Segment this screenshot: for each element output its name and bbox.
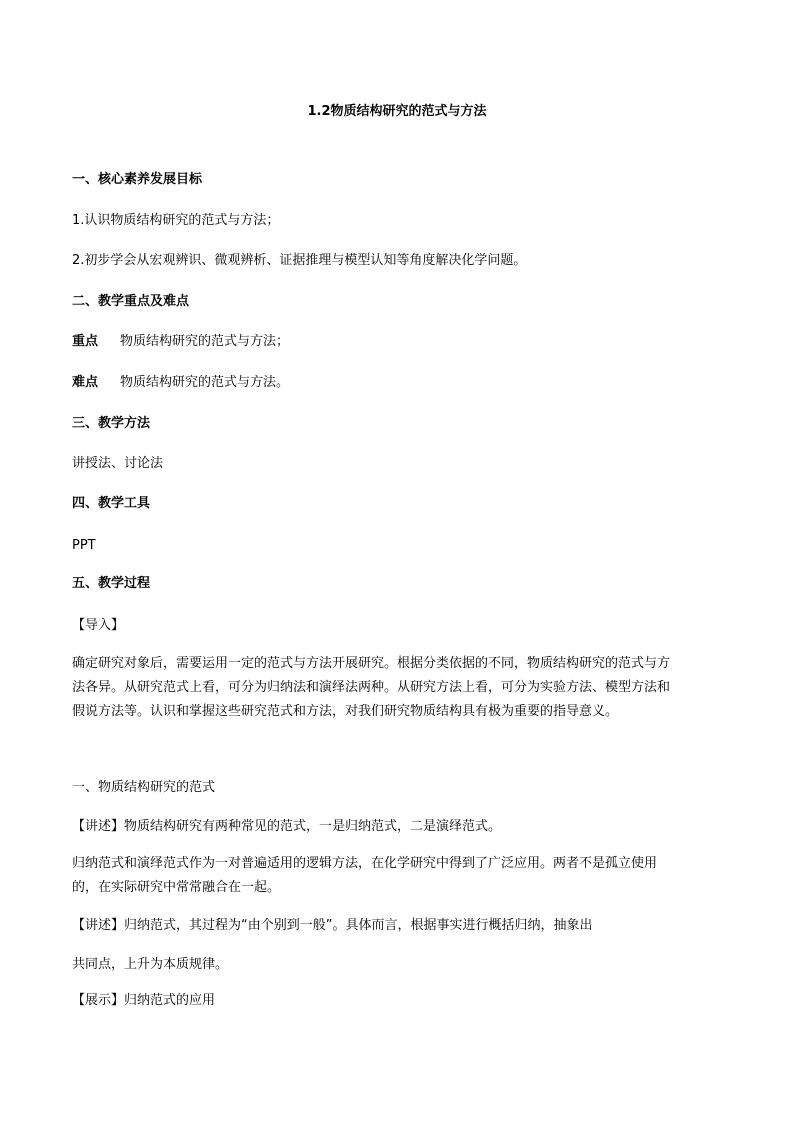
methods-text: 讲授法、讨论法 bbox=[72, 456, 164, 471]
difficulty-row bbox=[72, 375, 289, 391]
section-heading-methods: 三、教学方法 bbox=[72, 416, 151, 431]
paradigm-line: 归纳范式和演绎范式作为一对普遍适用的逻辑方法，在化学研究中得到了广泛应用。两者不是孤立使用 bbox=[72, 856, 658, 871]
intro-tag: 【导入】 bbox=[72, 618, 125, 633]
intro-line: 法各异。从研究范式上看，可分为归纳法和演绎法两种。从研究方法上看，可分为实验方法、模型方法和 bbox=[72, 680, 671, 695]
difficulty-text: 物质结构研究的范式与方法。 bbox=[120, 375, 290, 390]
section-heading-key-points: 二、教学重点及难点 bbox=[72, 294, 190, 309]
goal-item-2: 2.初步学会从宏观辨识、微观辨析、证据推理与模型认知等角度解决化学问题。 bbox=[72, 253, 527, 268]
paradigm-paragraph bbox=[72, 852, 722, 900]
key-point-row bbox=[72, 334, 289, 350]
intro-line: 假说方法等。认识和掌握这些研究范式和方法，对我们研究物质结构具有极为重要的指导意义。 bbox=[72, 704, 619, 719]
subsection-heading-paradigm: 一、物质结构研究的范式 bbox=[72, 780, 216, 795]
goal-item-1: 1.认识物质结构研究的范式与方法； bbox=[72, 213, 280, 228]
show-1: 【展示】归纳范式的应用 bbox=[72, 993, 216, 1008]
intro-paragraph bbox=[72, 652, 722, 724]
lecture-2: 【讲述】归纳范式，其过程为“由个别到一般”。具体而言，根据事实进行概括归纳，抽象出 bbox=[72, 918, 593, 933]
section-heading-goals: 一、核心素养发展目标 bbox=[72, 172, 203, 187]
key-label: 重点 bbox=[72, 334, 99, 349]
intro-line: 确定研究对象后，需要运用一定的范式与方法开展研究。根据分类依据的不同，物质结构研究的范式与方 bbox=[72, 656, 671, 671]
lecture-2-continued: 共同点，上升为本质规律。 bbox=[72, 957, 229, 972]
paradigm-line: 的，在实际研究中常常融合在一起。 bbox=[72, 880, 281, 895]
section-heading-tools: 四、教学工具 bbox=[72, 496, 151, 511]
difficulty-label: 难点 bbox=[72, 375, 99, 390]
tools-text: PPT bbox=[72, 538, 96, 553]
document-title: 1.2物质结构研究的范式与方法 bbox=[307, 104, 487, 119]
key-text: 物质结构研究的范式与方法； bbox=[120, 334, 290, 349]
section-heading-process: 五、教学过程 bbox=[72, 576, 151, 591]
lecture-1: 【讲述】物质结构研究有两种常见的范式，一是归纳范式，二是演绎范式。 bbox=[72, 819, 502, 834]
